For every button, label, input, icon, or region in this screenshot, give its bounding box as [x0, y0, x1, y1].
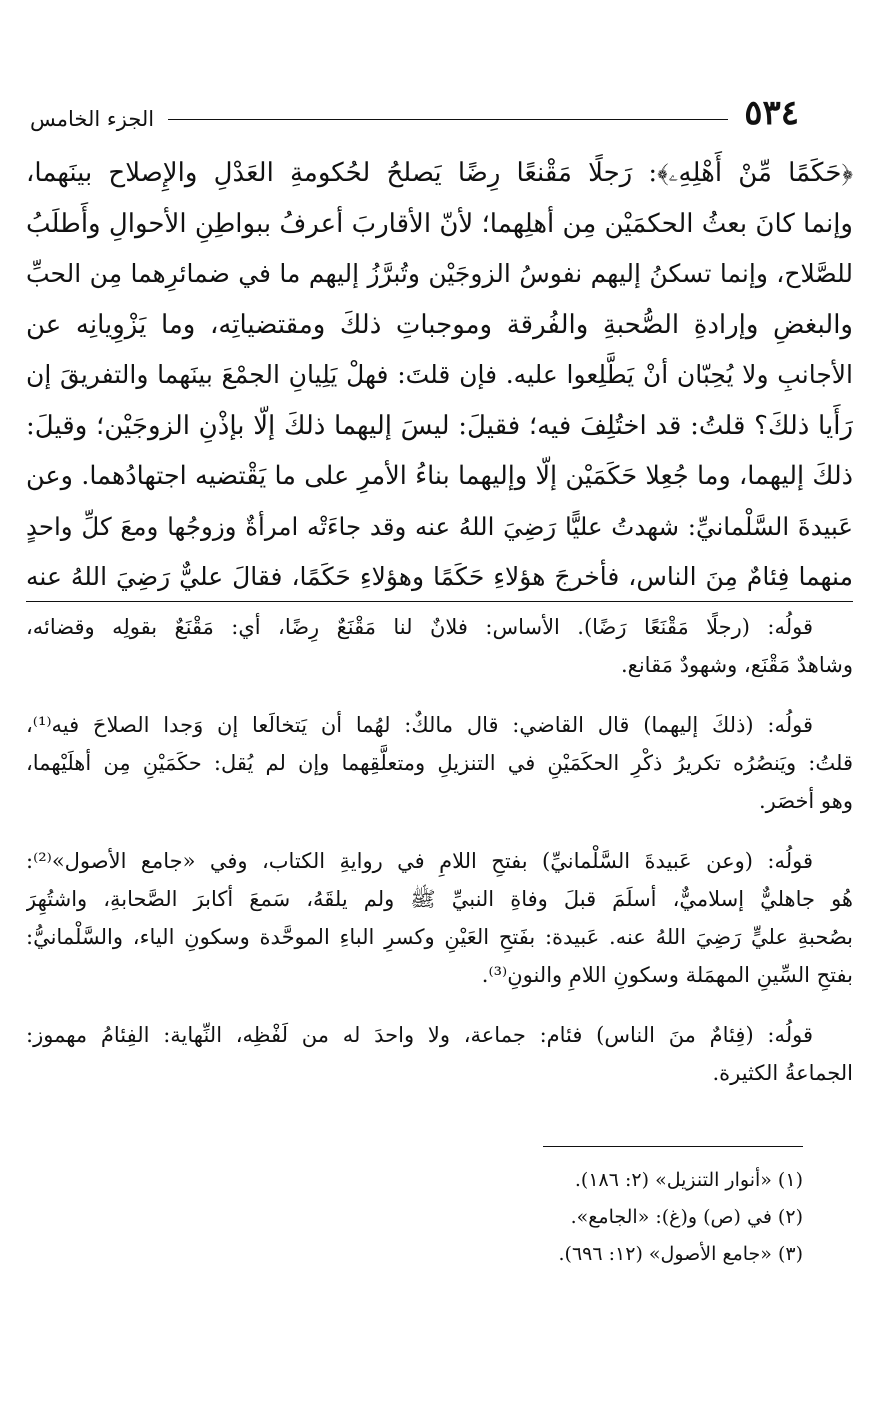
main-text-line: الأجانبِ ولا يُحِبّان أنْ يَطَّلِعوا عليه. فإن قلتَ: فهلْ يَلِيانِ الجمْعَ بينَهما والتفريقَ إن	[26, 360, 853, 389]
main-text-line: ﴿حَكَمًا مِّنْ أَهْلِهِۦ﴾: رَجلًا مَقْنعًا رِضًا يَصلحُ لحُكومةِ العَدْلِ والإِصلاح بينَهما،	[26, 158, 853, 188]
commentary-paragraph	[26, 706, 853, 820]
commentary-line: قولُه: (فِئامٌ منَ الناس) فئام: جماعة، ولا واحدَ له من لَفْظِه، النِّهاية: الفِئامُ مهموز:	[26, 1023, 813, 1047]
commentary-line: قلتُ: ويَنصُرُه تكريرُ ذكْرِ الحكَمَيْنِ في التنزيلِ ومتعلَّقِهما وإن لم يُقل: حكَمَيْنِ مِن أهلَيْهما،	[26, 751, 853, 775]
commentary-divider	[26, 601, 853, 602]
commentary-paragraph	[26, 842, 853, 994]
commentary-section	[26, 608, 853, 1114]
commentary-line: قولُه: (وعن عَبيدةَ السَّلْمانيِّ) بفتحِ اللامِ في روايةِ الكتاب، وفي «جامع الأصول»⁽²⁾:	[26, 849, 813, 873]
commentary-line: بفتحِ السِّينِ المهمَلة وسكونِ اللامِ والنونِ⁽³⁾.	[481, 963, 853, 987]
commentary-paragraph	[26, 1016, 853, 1092]
commentary-line: بصُحبةِ عليٍّ رَضِيَ اللهُ عنه. عَبيدة: بفَتحِ العَيْنِ وكسرِ الباءِ الموحَّدة وسكونِ الياء، والسَّلْمانيُّ:	[26, 925, 853, 949]
page-header	[30, 86, 799, 133]
footnote: (٢) في (ص) و(غ): «الجامع».	[570, 1206, 803, 1228]
main-text-line: عَبيدةَ السَّلْمانيِّ: شهدتُ عليًّا رَضِيَ اللهُ عنه وقد جاءَتْه امرأةٌ وزوجُها ومعَ كلِّ واحدٍ	[26, 511, 853, 541]
page-number: ٥٣٤	[744, 93, 799, 133]
main-text-line: وإنما كانَ بعثُ الحكمَيْن مِن أهلِهما؛ لأنّ الأقاربَ أعرفُ ببواطِنِ الأحوالِ وأَطلَبُ	[26, 208, 853, 239]
commentary-line: قولُه: (رجلًا مَقْنَعًا رَضًا). الأساس: فلانٌ لنا مَقْنَعٌ رِضًا، أي: مَقْنَعٌ بقولِه وقضائه،	[26, 615, 813, 639]
volume-title: الجزء الخامس	[30, 107, 155, 131]
main-text-line: للصَّلاح، وإنما تسكنُ إليهم نفوسُ الزوجَيْن وتُبرَّزُ إليهم ما في ضمائرِهما مِن الحبِّ	[26, 259, 853, 288]
main-text-line: والبغضِ وإرادةِ الصُّحبةِ والفُرقة وموجباتِ ذلكَ ومقتضياتِه، وما يَزْوِيانِه عن	[26, 309, 853, 340]
commentary-line: الجماعةُ الكثيرة.	[712, 1061, 853, 1085]
commentary-line: وشاهدٌ مَقْنَع، وشهودٌ مَقانع.	[620, 653, 853, 677]
commentary-line: قولُه: (ذلكَ إليهما) قال القاضي: قال مالكٌ: لهُما أن يَتخالَعا إن وَجدا الصلاحَ فيه⁽¹⁾،	[26, 713, 813, 737]
header-rule	[168, 119, 728, 120]
main-text-line: ذلكَ إليهما، وما جُعِلا حَكَمَيْن إلّا وإليهما بناءُ الأمرِ على ما يَقْتضيه اجتهادُهما. وعن	[26, 461, 853, 491]
footnote: (٣) «جامع الأصول» (١٢: ٦٩٦).	[558, 1243, 803, 1265]
commentary-line: وهو أخصَر.	[758, 789, 853, 813]
footnote-divider	[543, 1146, 803, 1147]
main-text	[26, 148, 853, 603]
footnotes	[30, 1162, 803, 1273]
commentary-paragraph	[26, 608, 853, 684]
commentary-line: هُو جاهليٌّ إسلاميٌّ، أسلَمَ قبلَ وفاةِ النبيِّ ﷺ ولم يلقَهُ، سَمعَ أكابرَ الصَّحابةِ، واشتُهِرَ	[26, 887, 853, 911]
main-text-line: رَأَيا ذلكَ؟ قلتُ: قد اختُلِفَ فيه؛ فقيلَ: ليسَ إليهما ذلكَ إلّا بإذْنِ الزوجَيْن؛ وقيلَ:	[26, 410, 853, 441]
footnote: (١) «أنوار التنزيل» (٢: ١٨٦).	[574, 1169, 803, 1191]
main-text-line: منهما فِئامٌ مِنَ الناس، فأخرجَ هؤلاءِ حَكَمًا وهؤلاءِ حَكَمًا، فقالَ عليٌّ رَضِيَ اللهُ عنه	[26, 562, 853, 591]
